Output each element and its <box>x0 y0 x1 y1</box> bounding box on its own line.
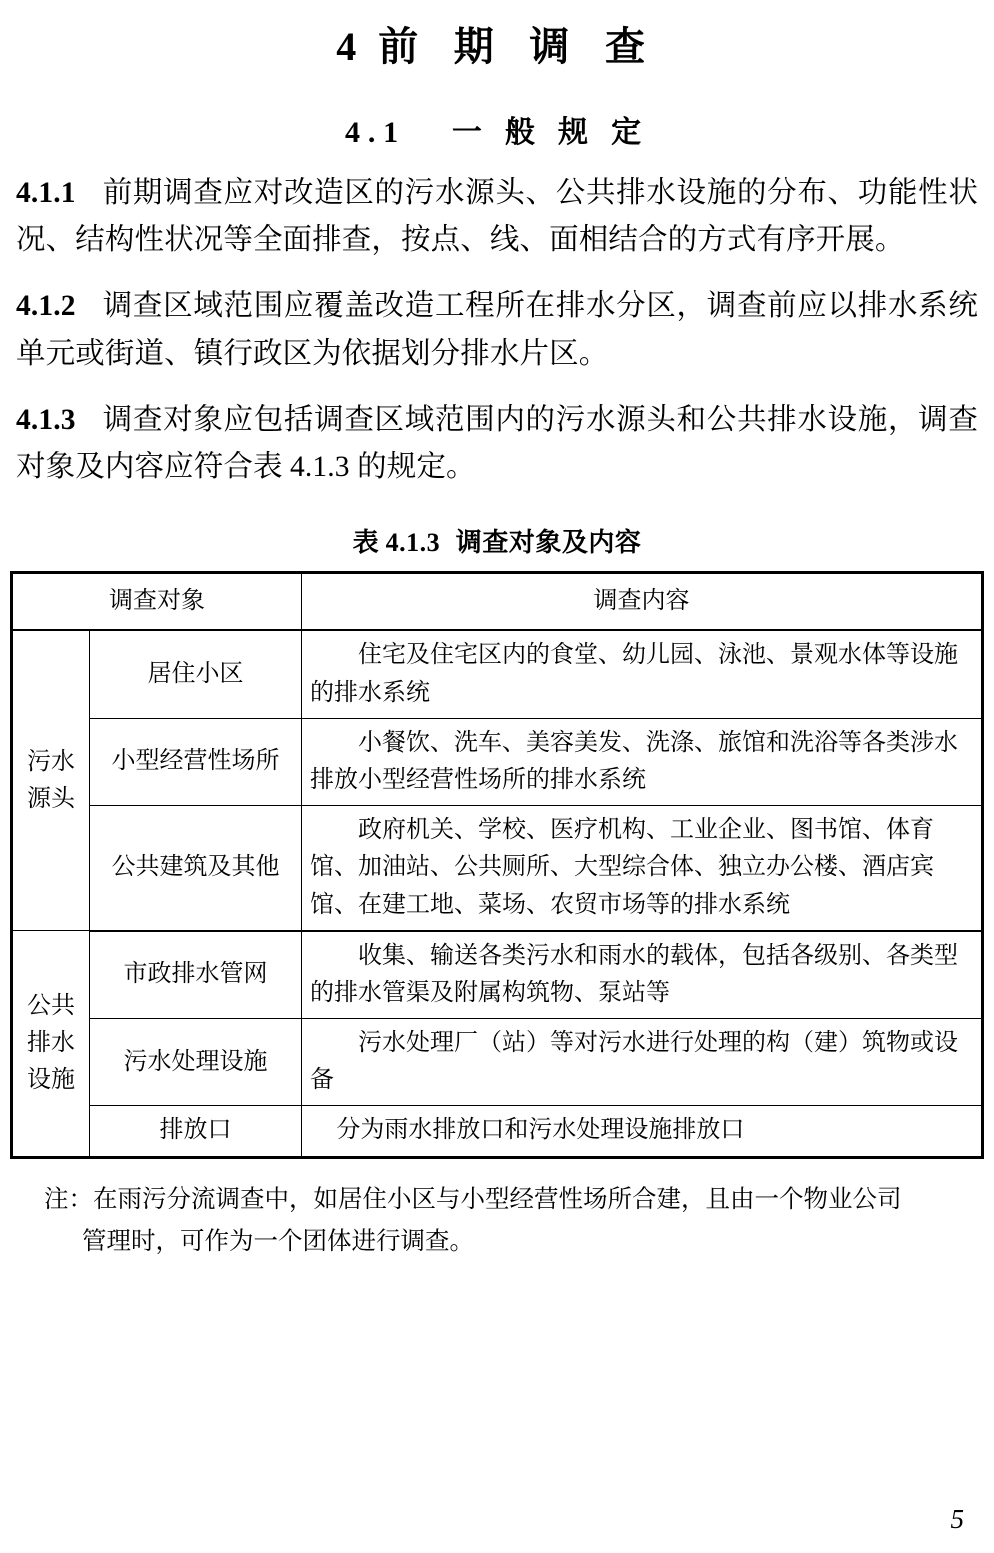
clause-4-1-3 <box>16 397 978 493</box>
clause-number: 4.1.2 <box>16 290 76 323</box>
table-row <box>12 630 983 718</box>
survey-table <box>10 571 984 1158</box>
survey-table-wrapper <box>10 571 984 1158</box>
clause-4-1-2 <box>16 283 978 379</box>
table-body <box>12 630 983 1157</box>
page-number: 5 <box>950 1504 964 1534</box>
content-municipal-network: 收集、输送各类污水和雨水的载体，包括各级别、各类型的排水管渠及附属构筑物、泵站等 <box>302 931 983 1019</box>
table-note <box>44 1179 968 1263</box>
group-label-public-drainage: 公共排水设施 <box>12 931 90 1157</box>
clause-4-1-1 <box>16 170 978 266</box>
note-line-1: 在雨污分流调查中，如居住小区与小型经营性场所合建，且由一个物业公司 <box>93 1185 902 1213</box>
clause-text: 调查区域范围应覆盖改造工程所在排水分区，调查前应以排水系统单元或街道、镇行政区为依据划分排水片区。 <box>16 290 978 370</box>
document-page <box>0 22 994 1553</box>
content-residential-community: 住宅及住宅区内的食堂、幼儿园、泳池、景观水体等设施的排水系统 <box>302 630 983 718</box>
clause-number: 4.1.1 <box>16 176 76 209</box>
note-line-2: 管理时，可作为一个团体进行调查。 <box>81 1227 474 1255</box>
table-row <box>12 718 983 805</box>
clause-text: 调查对象应包括调查区域范围内的污水源头和公共排水设施，调查对象及内容应符合表 4.1.3 的规定。 <box>16 403 978 484</box>
content-treatment-facility: 污水处理厂（站）等对污水进行处理的构（建）筑物或设备 <box>302 1019 983 1106</box>
group-label-wastewater-source: 污水源头 <box>12 630 90 930</box>
section-heading <box>0 114 994 152</box>
chapter-heading <box>0 22 994 72</box>
clause-number: 4.1.3 <box>16 403 76 436</box>
object-treatment-facility: 污水处理设施 <box>90 1019 302 1106</box>
object-public-building: 公共建筑及其他 <box>90 806 302 931</box>
clause-text: 前期调查应对改造区的污水源头、公共排水设施的分布、功能性状况、结构性状况等全面排查，按点、线、面相结合的方式有序开展。 <box>16 176 978 257</box>
content-outfall: 分为雨水排放口和污水处理设施排放口 <box>302 1106 983 1157</box>
table-caption <box>0 522 994 559</box>
object-residential-community: 居住小区 <box>90 630 302 718</box>
section-number: 4.1 <box>345 116 406 149</box>
content-public-building: 政府机关、学校、医疗机构、工业企业、图书馆、体育馆、加油站、公共厕所、大型综合体、独立办公楼、酒店宾馆、在建工地、菜场、农贸市场等的排水系统 <box>302 806 983 931</box>
table-row <box>12 1106 983 1157</box>
chapter-title-text: 前 期 调 查 <box>378 24 658 69</box>
chapter-number: 4 <box>336 24 379 69</box>
object-outfall: 排放口 <box>90 1106 302 1157</box>
object-municipal-network: 市政排水管网 <box>90 931 302 1019</box>
table-header-row <box>12 573 983 631</box>
header-content: 调查内容 <box>302 573 983 631</box>
table-row <box>12 806 983 931</box>
table-row <box>12 1019 983 1106</box>
table-head <box>12 573 983 631</box>
table-caption-number: 4.1.3 <box>385 528 441 558</box>
object-small-business: 小型经营性场所 <box>90 718 302 805</box>
content-small-business: 小餐饮、洗车、美容美发、洗涤、旅馆和洗浴等各类涉水排放小型经营性场所的排水系统 <box>302 718 983 805</box>
section-title-text: 一 般 规 定 <box>451 116 649 149</box>
table-row <box>12 931 983 1019</box>
table-caption-title: 调查对象及内容 <box>455 528 642 558</box>
header-object: 调查对象 <box>12 573 302 631</box>
note-label: 注： <box>44 1185 93 1213</box>
table-caption-label: 表 <box>352 528 380 558</box>
